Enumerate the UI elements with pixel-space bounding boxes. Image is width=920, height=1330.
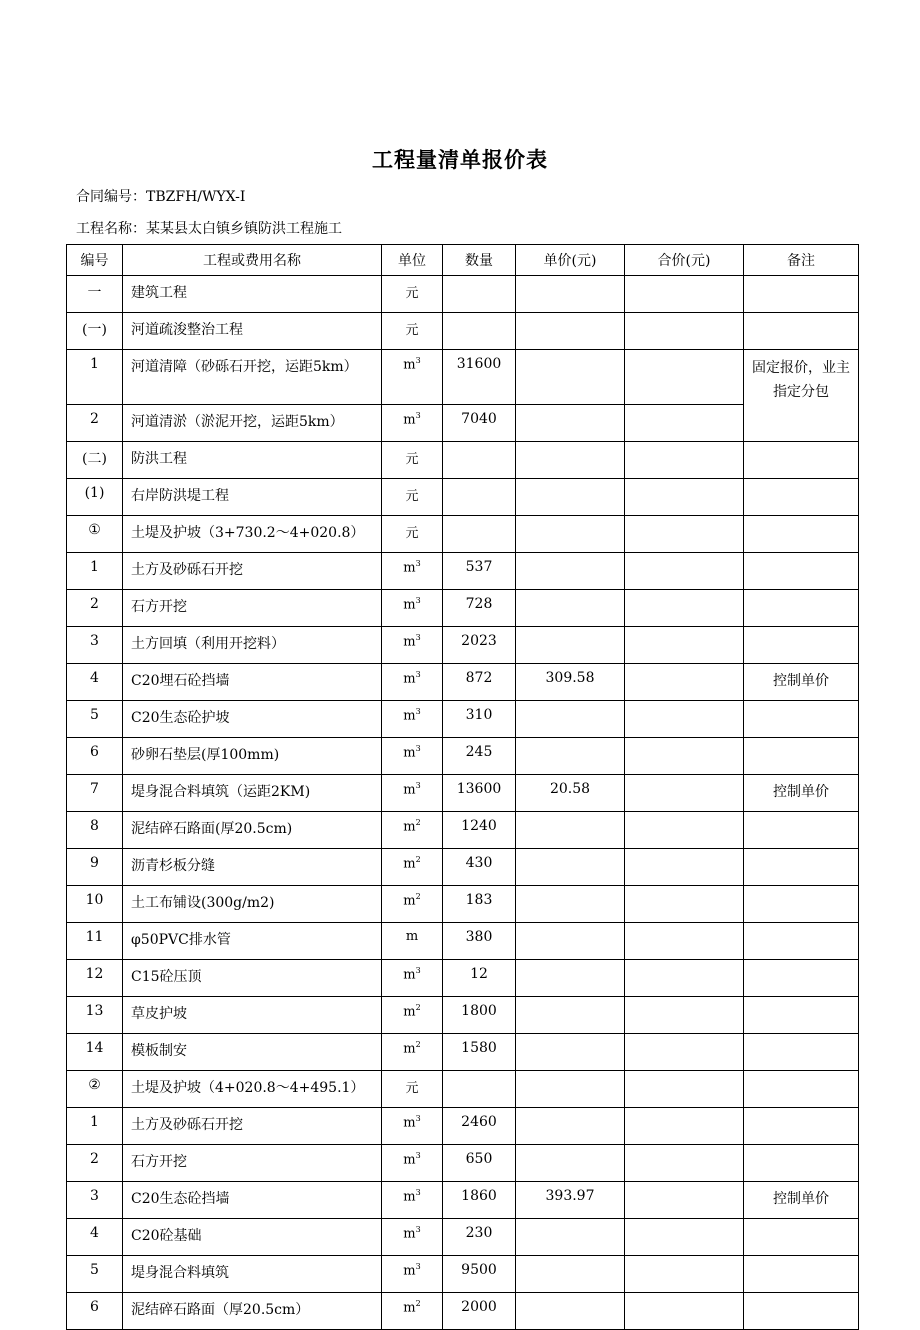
unit-text: m <box>403 1189 416 1205</box>
cell-no: 6 <box>67 738 123 775</box>
cell-remarks <box>744 442 859 479</box>
table-row <box>67 738 859 775</box>
cell-unit-price <box>516 442 625 479</box>
cell-no: ① <box>67 516 123 553</box>
cell-quantity: 1240 <box>443 812 516 849</box>
cell-no: 9 <box>67 849 123 886</box>
cell-no: 7 <box>67 775 123 812</box>
cell-total-price <box>625 997 744 1034</box>
header-no: 编号 <box>67 245 123 276</box>
table-row <box>67 849 859 886</box>
table-row <box>67 627 859 664</box>
cell-no: 1 <box>67 1108 123 1145</box>
unit-exponent: 3 <box>415 670 421 679</box>
unit-text: m <box>403 1263 416 1279</box>
cell-remarks <box>744 923 859 960</box>
table-row <box>67 1219 859 1256</box>
cell-unit <box>382 997 443 1034</box>
cell-unit-price <box>516 960 625 997</box>
table-row <box>67 1034 859 1071</box>
cell-no: 2 <box>67 405 123 442</box>
cell-quantity <box>443 442 516 479</box>
cell-remarks <box>744 553 859 590</box>
cell-unit <box>382 738 443 775</box>
table-row <box>67 553 859 590</box>
unit-text: m <box>403 745 416 761</box>
cell-total-price <box>625 479 744 516</box>
cell-unit <box>382 627 443 664</box>
cell-unit <box>382 1145 443 1182</box>
unit-text: m <box>405 929 419 944</box>
unit-exponent: 3 <box>415 1225 421 1234</box>
cell-quantity: 650 <box>443 1145 516 1182</box>
cell-total-price <box>625 849 744 886</box>
cell-total-price <box>625 775 744 812</box>
cell-total-price <box>625 627 744 664</box>
cell-unit <box>382 590 443 627</box>
table-row <box>67 775 859 812</box>
table-row <box>67 313 859 350</box>
unit-exponent: 3 <box>415 744 421 753</box>
project-name-label: 工程名称： <box>76 221 146 237</box>
cell-quantity: 2023 <box>443 627 516 664</box>
cell-total-price <box>625 960 744 997</box>
unit-text: 元 <box>405 452 419 467</box>
unit-text: m <box>403 560 416 576</box>
cell-no: 5 <box>67 701 123 738</box>
cell-name: C20砼基础 <box>123 1219 382 1256</box>
table-header-row <box>67 245 859 276</box>
cell-quantity: 430 <box>443 849 516 886</box>
bill-of-quantities-table <box>66 244 859 1330</box>
cell-total-price <box>625 442 744 479</box>
cell-total-price <box>625 1219 744 1256</box>
cell-no: 1 <box>67 350 123 405</box>
cell-name: 石方开挖 <box>123 590 382 627</box>
unit-text: m <box>403 967 416 983</box>
unit-exponent: 3 <box>415 1262 421 1271</box>
unit-exponent: 3 <box>415 596 421 605</box>
cell-no: 3 <box>67 1182 123 1219</box>
table-row <box>67 405 859 442</box>
cell-unit-price <box>516 1219 625 1256</box>
cell-unit-price: 393.97 <box>516 1182 625 1219</box>
cell-name: φ50PVC排水管 <box>123 923 382 960</box>
cell-unit-price <box>516 405 625 442</box>
header-quantity: 数量 <box>443 245 516 276</box>
cell-no: 1 <box>67 553 123 590</box>
cell-remarks <box>744 886 859 923</box>
table-row <box>67 923 859 960</box>
cell-total-price <box>625 886 744 923</box>
cell-quantity: 9500 <box>443 1256 516 1293</box>
unit-exponent: 2 <box>415 1040 421 1049</box>
cell-name: 堤身混合料填筑 <box>123 1256 382 1293</box>
cell-unit <box>382 405 443 442</box>
page-title: 工程量清单报价表 <box>372 147 548 172</box>
unit-exponent: 2 <box>415 1003 421 1012</box>
cell-unit-price <box>516 738 625 775</box>
cell-no: 12 <box>67 960 123 997</box>
cell-no: 一 <box>67 276 123 313</box>
cell-unit-price <box>516 1145 625 1182</box>
cell-quantity: 13600 <box>443 775 516 812</box>
cell-total-price <box>625 738 744 775</box>
cell-quantity: 7040 <box>443 405 516 442</box>
cell-quantity: 245 <box>443 738 516 775</box>
cell-name: 泥结碎石路面(厚20.5cm) <box>123 812 382 849</box>
unit-text: m <box>403 893 416 909</box>
unit-text: m <box>403 597 416 613</box>
cell-name: 砂卵石垫层(厚100mm) <box>123 738 382 775</box>
cell-remarks <box>744 960 859 997</box>
header-remarks: 备注 <box>744 245 859 276</box>
cell-quantity: 380 <box>443 923 516 960</box>
unit-exponent: 3 <box>415 1151 421 1160</box>
unit-text: 元 <box>405 286 419 301</box>
unit-exponent: 2 <box>415 892 421 901</box>
cell-no: 10 <box>67 886 123 923</box>
cell-unit <box>382 276 443 313</box>
cell-unit <box>382 350 443 405</box>
cell-remarks <box>744 1256 859 1293</box>
project-name-line <box>76 218 342 238</box>
unit-exponent: 3 <box>415 559 421 568</box>
cell-unit-price: 309.58 <box>516 664 625 701</box>
table-row <box>67 276 859 313</box>
cell-no: 6 <box>67 1293 123 1330</box>
cell-total-price <box>625 701 744 738</box>
cell-name: 土方及砂砾石开挖 <box>123 553 382 590</box>
contract-number-line <box>76 186 245 206</box>
cell-unit <box>382 812 443 849</box>
cell-unit-price <box>516 1034 625 1071</box>
cell-unit-price <box>516 479 625 516</box>
cell-unit-price <box>516 886 625 923</box>
cell-unit <box>382 886 443 923</box>
cell-total-price <box>625 350 744 405</box>
cell-unit-price <box>516 812 625 849</box>
cell-unit <box>382 775 443 812</box>
cell-unit <box>382 1108 443 1145</box>
cell-name: 土堤及护坡（4+020.8～4+495.1） <box>123 1071 382 1108</box>
cell-quantity: 1580 <box>443 1034 516 1071</box>
cell-unit-price <box>516 849 625 886</box>
unit-text: m <box>403 819 416 835</box>
cell-name: 河道清淤（淤泥开挖，运距5km） <box>123 405 382 442</box>
unit-text: m <box>403 1226 416 1242</box>
unit-text: m <box>403 782 416 798</box>
cell-unit <box>382 313 443 350</box>
cell-total-price <box>625 923 744 960</box>
cell-total-price <box>625 276 744 313</box>
unit-text: m <box>403 412 416 428</box>
cell-remarks <box>744 590 859 627</box>
contract-number-value: TBZFH/WYX-Ⅰ <box>146 189 246 205</box>
header-unit: 单位 <box>382 245 443 276</box>
table-row <box>67 960 859 997</box>
unit-text: m <box>403 1115 416 1131</box>
unit-exponent: 2 <box>415 818 421 827</box>
cell-total-price <box>625 1182 744 1219</box>
cell-no: (二) <box>67 442 123 479</box>
unit-exponent: 3 <box>415 633 421 642</box>
cell-no: 14 <box>67 1034 123 1071</box>
cell-remarks <box>744 479 859 516</box>
cell-name: 模板制安 <box>123 1034 382 1071</box>
cell-remarks <box>744 313 859 350</box>
cell-remarks <box>744 997 859 1034</box>
unit-exponent: 3 <box>415 411 421 420</box>
table-row <box>67 590 859 627</box>
cell-name: 建筑工程 <box>123 276 382 313</box>
cell-total-price <box>625 664 744 701</box>
cell-unit <box>382 479 443 516</box>
unit-exponent: 3 <box>415 781 421 790</box>
cell-remarks <box>744 1219 859 1256</box>
unit-text: m <box>403 1041 416 1057</box>
cell-unit <box>382 923 443 960</box>
unit-exponent: 3 <box>415 1188 421 1197</box>
cell-unit-price <box>516 590 625 627</box>
cell-quantity <box>443 276 516 313</box>
cell-name: C20生态砼挡墙 <box>123 1182 382 1219</box>
unit-text: m <box>403 856 416 872</box>
unit-text: m <box>403 357 416 373</box>
table-row <box>67 350 859 405</box>
cell-unit <box>382 553 443 590</box>
cell-unit-price <box>516 350 625 405</box>
cell-total-price <box>625 405 744 442</box>
cell-total-price <box>625 313 744 350</box>
cell-quantity: 2000 <box>443 1293 516 1330</box>
cell-name: 堤身混合料填筑（运距2KM) <box>123 775 382 812</box>
cell-name: 沥青杉板分缝 <box>123 849 382 886</box>
cell-unit-price <box>516 276 625 313</box>
cell-quantity: 310 <box>443 701 516 738</box>
unit-text: 元 <box>405 323 419 338</box>
cell-quantity <box>443 479 516 516</box>
unit-text: 元 <box>405 526 419 541</box>
cell-remarks <box>744 276 859 313</box>
cell-name: 土方回填（利用开挖料） <box>123 627 382 664</box>
unit-text: m <box>403 671 416 687</box>
cell-quantity: 1860 <box>443 1182 516 1219</box>
cell-total-price <box>625 1145 744 1182</box>
cell-name: 河道清障（砂砾石开挖，运距5km） <box>123 350 382 405</box>
unit-exponent: 3 <box>415 1114 421 1123</box>
table-row <box>67 1182 859 1219</box>
cell-no: 5 <box>67 1256 123 1293</box>
unit-text: m <box>403 1152 416 1168</box>
header-name: 工程或费用名称 <box>123 245 382 276</box>
table-row <box>67 664 859 701</box>
cell-name: 右岸防洪堤工程 <box>123 479 382 516</box>
cell-unit-price <box>516 516 625 553</box>
cell-no: (一) <box>67 313 123 350</box>
cell-remarks <box>744 701 859 738</box>
cell-unit-price <box>516 313 625 350</box>
cell-no: 3 <box>67 627 123 664</box>
cell-total-price <box>625 1293 744 1330</box>
cell-name: 草皮护坡 <box>123 997 382 1034</box>
cell-name: C20埋石砼挡墙 <box>123 664 382 701</box>
cell-total-price <box>625 516 744 553</box>
unit-exponent: 3 <box>415 356 421 365</box>
cell-no: 4 <box>67 664 123 701</box>
cell-total-price <box>625 590 744 627</box>
project-name-value: 某某县太白镇乡镇防洪工程施工 <box>146 221 342 237</box>
cell-unit <box>382 1071 443 1108</box>
cell-name: 泥结碎石路面（厚20.5cm） <box>123 1293 382 1330</box>
unit-exponent: 2 <box>415 855 421 864</box>
table-row <box>67 479 859 516</box>
unit-text: m <box>403 1300 416 1316</box>
cell-total-price <box>625 553 744 590</box>
unit-text: m <box>403 708 416 724</box>
unit-exponent: 2 <box>415 1299 421 1308</box>
cell-unit-price <box>516 1293 625 1330</box>
cell-remarks <box>744 1145 859 1182</box>
cell-name: 河道疏浚整治工程 <box>123 313 382 350</box>
cell-remarks <box>744 849 859 886</box>
cell-unit <box>382 1034 443 1071</box>
table-row <box>67 1108 859 1145</box>
cell-unit-price <box>516 627 625 664</box>
cell-unit-price <box>516 1108 625 1145</box>
table-row <box>67 701 859 738</box>
table-row <box>67 516 859 553</box>
cell-name: 防洪工程 <box>123 442 382 479</box>
cell-quantity: 872 <box>443 664 516 701</box>
cell-unit <box>382 1256 443 1293</box>
cell-name: C15砼压顶 <box>123 960 382 997</box>
cell-unit <box>382 442 443 479</box>
table-row <box>67 997 859 1034</box>
cell-total-price <box>625 812 744 849</box>
cell-remarks-merged: 固定报价，业主指定分包 <box>744 350 859 442</box>
cell-no: 11 <box>67 923 123 960</box>
cell-name: 土方及砂砾石开挖 <box>123 1108 382 1145</box>
unit-text: 元 <box>405 489 419 504</box>
table-row <box>67 1071 859 1108</box>
cell-unit <box>382 960 443 997</box>
cell-quantity: 728 <box>443 590 516 627</box>
cell-remarks <box>744 1071 859 1108</box>
cell-unit-price <box>516 701 625 738</box>
table-row <box>67 1145 859 1182</box>
table-row <box>67 812 859 849</box>
cell-unit-price <box>516 553 625 590</box>
cell-unit <box>382 701 443 738</box>
table-row <box>67 1293 859 1330</box>
cell-unit-price: 20.58 <box>516 775 625 812</box>
cell-total-price <box>625 1034 744 1071</box>
cell-quantity <box>443 1071 516 1108</box>
cell-remarks: 控制单价 <box>744 775 859 812</box>
cell-unit <box>382 664 443 701</box>
cell-total-price <box>625 1071 744 1108</box>
cell-no: 8 <box>67 812 123 849</box>
contract-number-label: 合同编号： <box>76 189 146 205</box>
cell-unit <box>382 849 443 886</box>
cell-quantity: 537 <box>443 553 516 590</box>
cell-no: 13 <box>67 997 123 1034</box>
cell-name: 石方开挖 <box>123 1145 382 1182</box>
header-unit-price: 单价(元) <box>516 245 625 276</box>
cell-unit <box>382 1182 443 1219</box>
cell-total-price <box>625 1256 744 1293</box>
cell-no: (1) <box>67 479 123 516</box>
cell-quantity: 2460 <box>443 1108 516 1145</box>
cell-remarks <box>744 1034 859 1071</box>
cell-remarks <box>744 812 859 849</box>
cell-remarks <box>744 1108 859 1145</box>
cell-quantity: 230 <box>443 1219 516 1256</box>
unit-text: 元 <box>405 1081 419 1096</box>
cell-remarks: 控制单价 <box>744 664 859 701</box>
cell-quantity: 183 <box>443 886 516 923</box>
cell-name: 土工布铺设(300g/m2) <box>123 886 382 923</box>
cell-total-price <box>625 1108 744 1145</box>
cell-quantity: 31600 <box>443 350 516 405</box>
cell-unit-price <box>516 997 625 1034</box>
cell-no: 2 <box>67 590 123 627</box>
cell-name: C20生态砼护坡 <box>123 701 382 738</box>
cell-quantity: 1800 <box>443 997 516 1034</box>
cell-quantity <box>443 516 516 553</box>
cell-remarks <box>744 738 859 775</box>
cell-no: 2 <box>67 1145 123 1182</box>
cell-unit-price <box>516 923 625 960</box>
cell-remarks: 控制单价 <box>744 1182 859 1219</box>
cell-no: 4 <box>67 1219 123 1256</box>
cell-unit <box>382 516 443 553</box>
cell-unit <box>382 1293 443 1330</box>
cell-remarks <box>744 516 859 553</box>
table-row <box>67 1256 859 1293</box>
cell-quantity <box>443 313 516 350</box>
cell-unit-price <box>516 1256 625 1293</box>
table-row <box>67 886 859 923</box>
cell-unit-price <box>516 1071 625 1108</box>
cell-remarks <box>744 1293 859 1330</box>
unit-text: m <box>403 634 416 650</box>
cell-quantity: 12 <box>443 960 516 997</box>
unit-exponent: 3 <box>415 966 421 975</box>
header-total-price: 合价(元) <box>625 245 744 276</box>
unit-text: m <box>403 1004 416 1020</box>
cell-name: 土堤及护坡（3+730.2～4+020.8） <box>123 516 382 553</box>
cell-remarks <box>744 627 859 664</box>
cell-unit <box>382 1219 443 1256</box>
table-row <box>67 442 859 479</box>
cell-no: ② <box>67 1071 123 1108</box>
unit-exponent: 3 <box>415 707 421 716</box>
